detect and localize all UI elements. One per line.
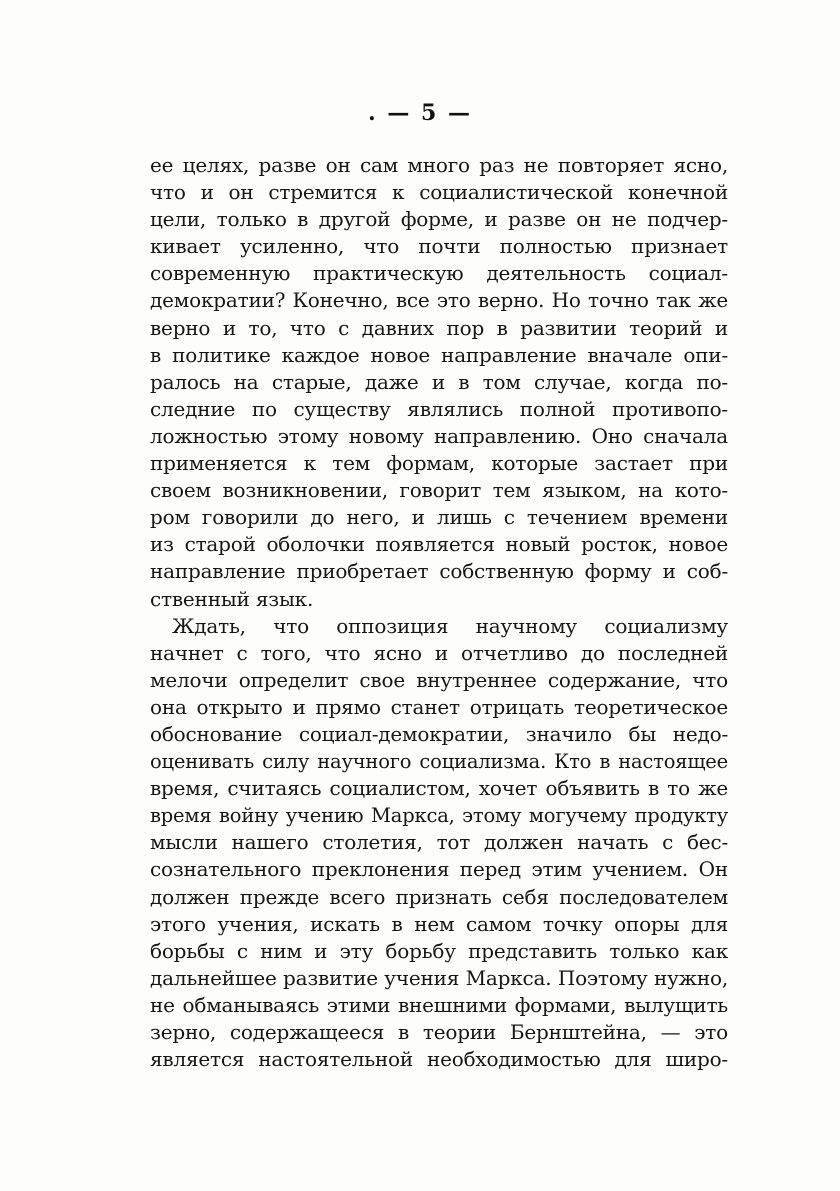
text-line: ром говорили до него, и лишь с течением времени <box>150 505 728 530</box>
text-line: этого учения, искать в нем самом точку опоры для <box>150 911 728 936</box>
text-line: кивает усиленно, что почти полностью признает <box>150 234 728 259</box>
text-line: обоснование социал-демократии, значило бы недо- <box>150 721 728 746</box>
text-line: применяется к тем формам, которые застает при <box>150 451 728 476</box>
text-line: время, считаясь социалистом, хочет объявить в то же <box>150 776 728 801</box>
text-line: должен прежде всего признать себя последователем <box>150 884 728 909</box>
text-line: своем возникновении, говорит тем языком, на кото- <box>150 478 728 503</box>
text-line: верно и то, что с давних пор в развитии теорий и <box>150 315 728 340</box>
text-line: что и он стремится к социалистической конечной <box>150 180 728 205</box>
text-line: демократии? Конечно, все это верно. Но точно так же <box>150 288 728 313</box>
paragraph-2 <box>150 613 728 1074</box>
body-text <box>150 152 728 1073</box>
text-line: Ждать, что оппозиция научному социализму <box>172 613 728 638</box>
text-line: не обманываясь этими внешними формами, вылущить <box>150 992 728 1017</box>
text-line: дальнейшее развитие учения Маркса. Поэтому нужно, <box>150 965 728 990</box>
text-line: из старой оболочки появляется новый росток, новое <box>150 532 728 557</box>
text-line: является настоятельной необходимостью для широ- <box>150 1047 728 1072</box>
text-line: направление приобретает собственную форму и соб- <box>150 559 728 584</box>
text-line: следние по существу являлись полной противопо- <box>150 396 728 421</box>
page-number: . — 5 — <box>368 100 472 126</box>
text-line: начнет с того, что ясно и отчетливо до последней <box>150 640 728 665</box>
text-line: сознательного преклонения перед этим учением. Он <box>150 857 728 882</box>
text-line: зерно, содержащееся в теории Бернштейна, — это <box>150 1020 728 1044</box>
text-line: ралось на старые, даже и в том случае, когда по- <box>150 369 728 394</box>
text-line: оценивать силу научного социализма. Кто в настоящее <box>150 750 728 774</box>
text-line: цели, только в другой форме, и разве он не подчер- <box>150 207 728 232</box>
paragraph-1 <box>150 152 728 613</box>
text-line: время войну учению Маркса, этому могучему продукту <box>150 804 728 828</box>
text-line: ее целях, разве он сам много раз не повторяет ясно, <box>150 153 728 177</box>
text-line: ложностью этому новому направлению. Оно сначала <box>150 423 728 448</box>
text-line: ственный язык. <box>150 586 314 611</box>
text-line: она открыто и прямо станет отрицать теоретическое <box>150 694 728 719</box>
text-line: мелочи определит свое внутреннее содержание, что <box>150 667 728 692</box>
text-line: современную практическую деятельность социал- <box>150 261 728 286</box>
text-line: мысли нашего столетия, тот должен начать с бес- <box>150 830 728 855</box>
text-line: в политике каждое новое направление вначале опи- <box>150 342 728 367</box>
text-line: борьбы с ним и эту борьбу представить только как <box>150 938 728 963</box>
